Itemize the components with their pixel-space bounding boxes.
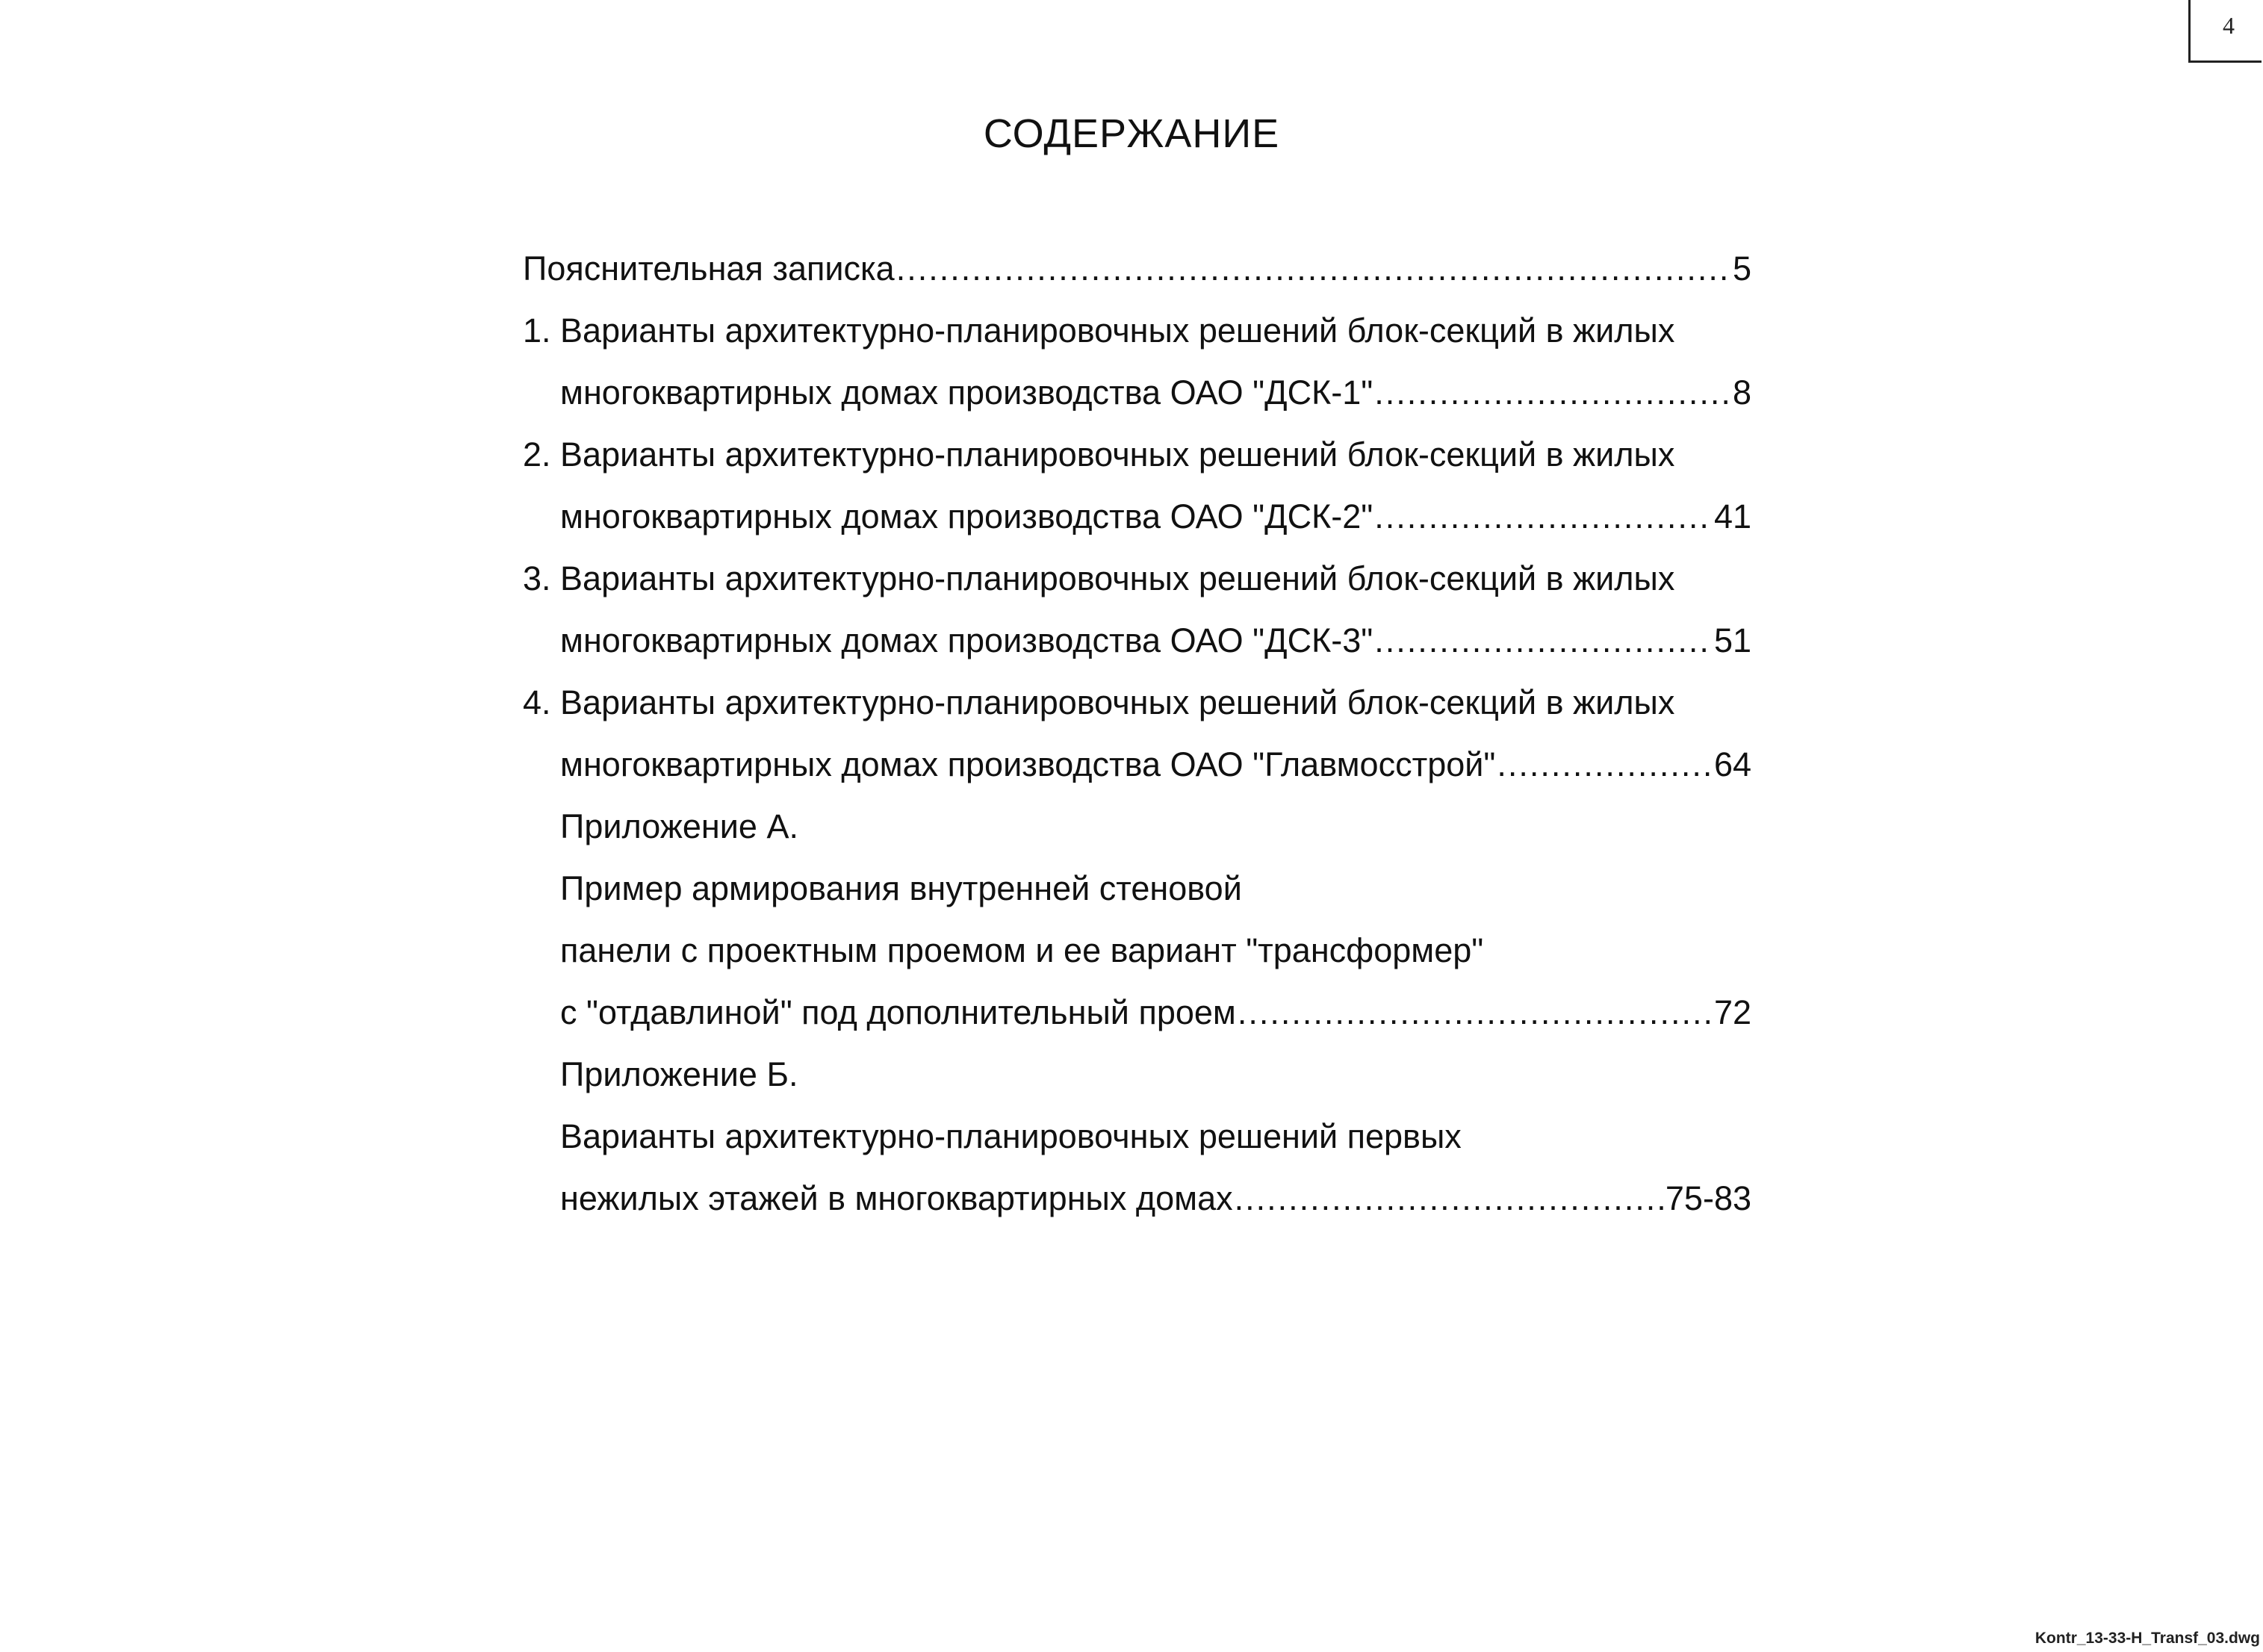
table-of-contents [523, 237, 1751, 1229]
toc-entry-page: 75-83 [1665, 1179, 1751, 1217]
toc-entry-page: 51 [1713, 621, 1751, 659]
toc-entry-text: многоквартирных домах производства ОАО "ДСК-3" [560, 621, 1373, 659]
toc-leader-dots [1374, 361, 1731, 423]
toc-entry-text: многоквартирных домах производства ОАО "Главмосстрой" [560, 745, 1496, 783]
toc-entry-appendix-a-line-1: Пример армирования внутренней стеновой [560, 869, 1242, 907]
toc-entry-section-1-line-1: 1. Варианты архитектурно-планировочных решений блок-секций в жилых [523, 311, 1675, 350]
toc-leader-dots [1374, 609, 1713, 671]
toc-entry-text: нежилых этажей в многоквартирных домах [560, 1179, 1233, 1217]
toc-entry-appendix-a-line-3 [523, 981, 1751, 1043]
toc-entry-page: 41 [1713, 497, 1751, 535]
toc-entry-section-4-line-2 [523, 733, 1751, 795]
toc-entry-appendix-a-heading: Приложение А. [560, 807, 798, 845]
toc-leader-dots [1374, 485, 1713, 547]
toc-entry-explanatory-note [523, 237, 1751, 299]
toc-leader-dots [1238, 981, 1713, 1043]
toc-leader-dots [896, 237, 1731, 299]
footer-filename: Kontr_13-33-H_Transf_03.dwg [2034, 1630, 2260, 1647]
toc-entry-section-4-line-1: 4. Варианты архитектурно-планировочных решений блок-секций в жилых [523, 683, 1675, 721]
toc-entry-appendix-b-line-2 [523, 1167, 1751, 1229]
toc-entry-section-1-line-2 [523, 361, 1751, 423]
toc-entry-page: 8 [1732, 373, 1751, 412]
toc-entry-section-2-line-1: 2. Варианты архитектурно-планировочных решений блок-секций в жилых [523, 435, 1675, 473]
toc-entry-appendix-a-line-2: панели с проектным проемом и ее вариант "трансформер" [560, 931, 1484, 969]
page-title: СОДЕРЖАНИЕ [983, 111, 1280, 156]
toc-entry-section-3-line-1: 3. Варианты архитектурно-планировочных решений блок-секций в жилых [523, 559, 1675, 597]
toc-entry-section-3-line-2 [523, 609, 1751, 671]
toc-entry-page: 5 [1732, 249, 1751, 288]
toc-entry-page: 72 [1713, 993, 1751, 1031]
toc-leader-dots [1235, 1167, 1664, 1229]
toc-entry-page: 64 [1713, 745, 1751, 783]
page-number: 4 [2223, 12, 2235, 39]
toc-entry-section-2-line-2 [523, 485, 1751, 547]
toc-entry-appendix-b-line-1: Варианты архитектурно-планировочных решений первых [560, 1117, 1462, 1155]
toc-entry-appendix-b-heading: Приложение Б. [560, 1055, 798, 1093]
toc-entry-text: многоквартирных домах производства ОАО "ДСК-2" [560, 497, 1373, 535]
toc-entry-text: Пояснительная записка [523, 249, 895, 288]
toc-leader-dots [1497, 733, 1713, 795]
toc-entry-text: с "отдавлиной" под дополнительный проем [560, 993, 1236, 1031]
toc-entry-text: многоквартирных домах производства ОАО "ДСК-1" [560, 373, 1373, 412]
